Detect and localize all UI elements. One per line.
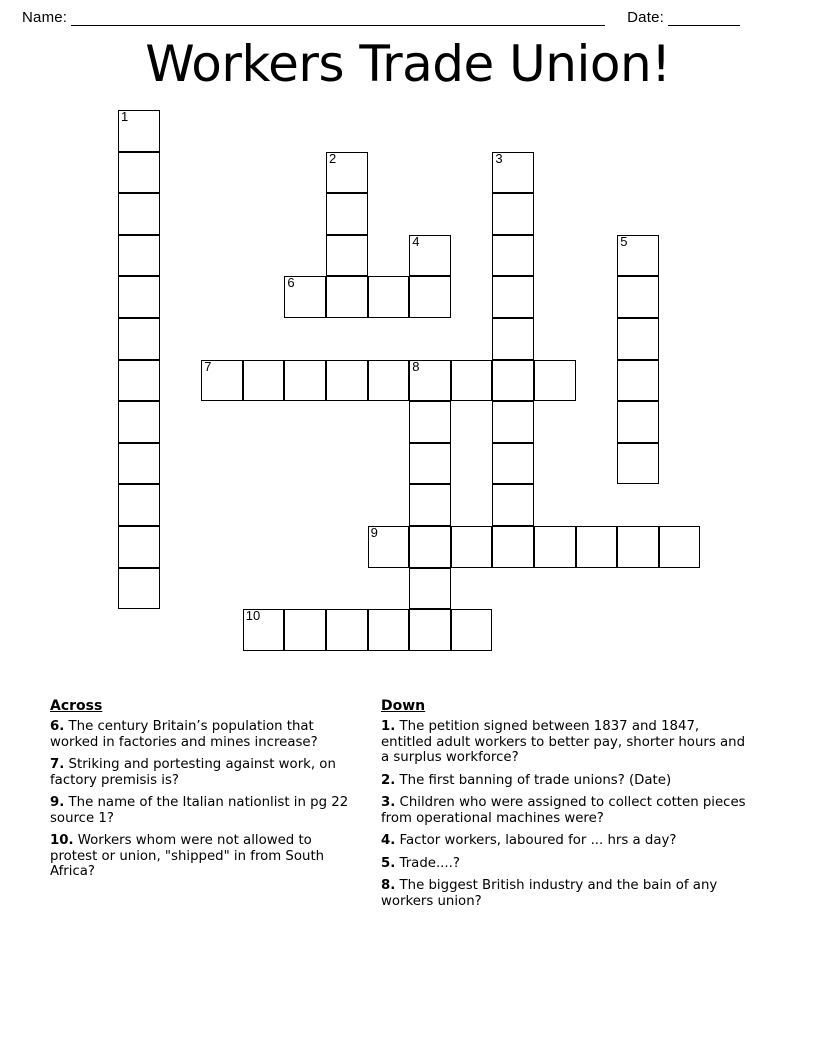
crossword-cell[interactable] — [492, 152, 534, 194]
clue-text: The first banning of trade unions? (Date) — [395, 772, 672, 788]
crossword-cell[interactable] — [409, 609, 451, 651]
crossword-cell[interactable] — [326, 360, 368, 402]
crossword-cell[interactable] — [326, 235, 368, 277]
crossword-cell[interactable] — [409, 235, 451, 277]
crossword-cell[interactable] — [118, 360, 160, 402]
crossword-cell[interactable] — [659, 526, 701, 568]
down-clue-8 — [381, 878, 748, 909]
down-clue-list — [381, 719, 748, 909]
crossword-cell[interactable] — [492, 526, 534, 568]
crossword-cell[interactable] — [201, 360, 243, 402]
crossword-cell[interactable] — [368, 609, 410, 651]
crossword-cell[interactable] — [243, 609, 285, 651]
clue-number: 8. — [381, 878, 396, 893]
crossword-cell[interactable] — [409, 401, 451, 443]
crossword-cell[interactable] — [492, 193, 534, 235]
crossword-cell[interactable] — [617, 360, 659, 402]
clue-number: 4. — [381, 833, 396, 848]
cell-number: 6 — [287, 275, 295, 291]
crossword-cell[interactable] — [617, 235, 659, 277]
clue-number: 7. — [50, 757, 65, 772]
cell-number: 1 — [121, 109, 129, 124]
crossword-cell[interactable] — [534, 526, 576, 568]
crossword-cell[interactable] — [409, 526, 451, 568]
cell-number: 4 — [412, 233, 420, 249]
clue-text: The name of the Italian nationlist in pg 22 source 1? — [50, 795, 349, 826]
crossword-cell[interactable] — [118, 568, 160, 610]
clue-number: 1. — [381, 719, 396, 734]
down-clue-3 — [381, 795, 748, 826]
crossword-cell[interactable] — [409, 276, 451, 318]
crossword-cell[interactable] — [617, 401, 659, 443]
crossword-cell[interactable] — [492, 360, 534, 402]
clue-number: 5. — [381, 855, 396, 871]
name-label: Name: — [22, 9, 68, 26]
cell-number: 9 — [370, 525, 378, 540]
down-clue-column — [368, 698, 768, 916]
clue-number: 6. — [50, 719, 65, 734]
crossword-cell[interactable] — [118, 401, 160, 443]
down-heading: Down — [381, 698, 426, 714]
crossword-cell[interactable] — [326, 276, 368, 318]
crossword-cell[interactable] — [617, 318, 659, 360]
crossword-cell[interactable] — [368, 360, 410, 402]
crossword-cell[interactable] — [492, 276, 534, 318]
crossword-cell[interactable] — [409, 360, 451, 402]
cell-number: 5 — [620, 233, 628, 249]
name-date-header — [0, 0, 816, 26]
crossword-cell[interactable] — [409, 443, 451, 485]
cell-number: 7 — [204, 358, 212, 374]
crossword-cell[interactable] — [118, 443, 160, 485]
down-clue-2 — [381, 773, 748, 789]
across-clue-9 — [50, 795, 362, 826]
crossword-cell[interactable] — [617, 526, 659, 568]
crossword-cell[interactable] — [451, 360, 493, 402]
clue-text: The biggest British industry and the bain of any workers union? — [381, 878, 718, 909]
crossword-cell[interactable] — [617, 276, 659, 318]
name-input-rule[interactable] — [71, 12, 605, 26]
crossword-cell[interactable] — [451, 526, 493, 568]
crossword-cell[interactable] — [284, 360, 326, 402]
across-clue-10 — [50, 833, 362, 880]
date-input-rule[interactable] — [668, 12, 740, 26]
across-clue-column — [0, 698, 368, 887]
clue-text: Striking and portesting against work, on factory premisis is? — [50, 757, 336, 788]
crossword-cell[interactable] — [326, 609, 368, 651]
crossword-cell[interactable] — [617, 443, 659, 485]
clue-number: 2. — [381, 772, 396, 788]
crossword-cell[interactable] — [118, 235, 160, 277]
clue-text: Factor workers, laboured for ... hrs a day? — [395, 833, 677, 848]
crossword-cell[interactable] — [326, 193, 368, 235]
crossword-cell[interactable] — [409, 568, 451, 610]
crossword-cell[interactable] — [492, 401, 534, 443]
across-clue-7 — [50, 757, 362, 788]
crossword-cell[interactable] — [492, 443, 534, 485]
crossword-cell[interactable] — [118, 526, 160, 568]
crossword-cell[interactable] — [118, 318, 160, 360]
crossword-cell[interactable] — [284, 609, 326, 651]
crossword-cell[interactable] — [451, 609, 493, 651]
crossword-cell[interactable] — [118, 193, 160, 235]
crossword-cell[interactable] — [492, 484, 534, 526]
clue-text: Trade....? — [395, 855, 460, 871]
across-clue-list — [50, 719, 362, 880]
page-title: Workers Trade Union! — [145, 35, 671, 93]
clue-text: Workers whom were not allowed to protest or union, "shipped" in from South Africa? — [50, 833, 325, 879]
clue-text: Children who were assigned to collect cotten pieces from operational machines were? — [381, 795, 746, 826]
clue-number: 10. — [50, 833, 74, 848]
down-clue-5 — [381, 856, 748, 872]
crossword-cell[interactable] — [576, 526, 618, 568]
crossword-cell[interactable] — [368, 276, 410, 318]
clue-number: 3. — [381, 795, 396, 810]
down-clue-1 — [381, 719, 748, 766]
crossword-cell[interactable] — [409, 484, 451, 526]
across-heading: Across — [50, 698, 103, 714]
across-clue-6 — [50, 719, 362, 750]
cell-number: 3 — [495, 150, 503, 166]
clue-number: 9. — [50, 795, 65, 810]
down-clue-4 — [381, 833, 748, 849]
crossword-cell[interactable] — [118, 484, 160, 526]
clue-text: The century Britain’s population that worked in factories and mines increase? — [50, 719, 318, 750]
cell-number: 8 — [412, 358, 420, 374]
clue-text: The petition signed between 1837 and 1847, entitled adult workers to better pay, shorter hours and a surplus workforce? — [381, 719, 746, 765]
crossword-cell[interactable] — [326, 152, 368, 194]
crossword-cell[interactable] — [492, 318, 534, 360]
crossword-cell[interactable] — [368, 526, 410, 568]
crossword-cell[interactable] — [284, 276, 326, 318]
crossword-cell[interactable] — [118, 152, 160, 194]
date-label: Date: — [627, 9, 664, 26]
cell-number: 2 — [329, 150, 337, 166]
clues-section — [0, 698, 816, 916]
cell-number: 10 — [245, 608, 261, 624]
crossword-cell[interactable] — [534, 360, 576, 402]
crossword-cell[interactable] — [118, 276, 160, 318]
crossword-cell[interactable] — [492, 235, 534, 277]
crossword-cell[interactable] — [243, 360, 285, 402]
crossword-cell[interactable] — [118, 110, 160, 152]
